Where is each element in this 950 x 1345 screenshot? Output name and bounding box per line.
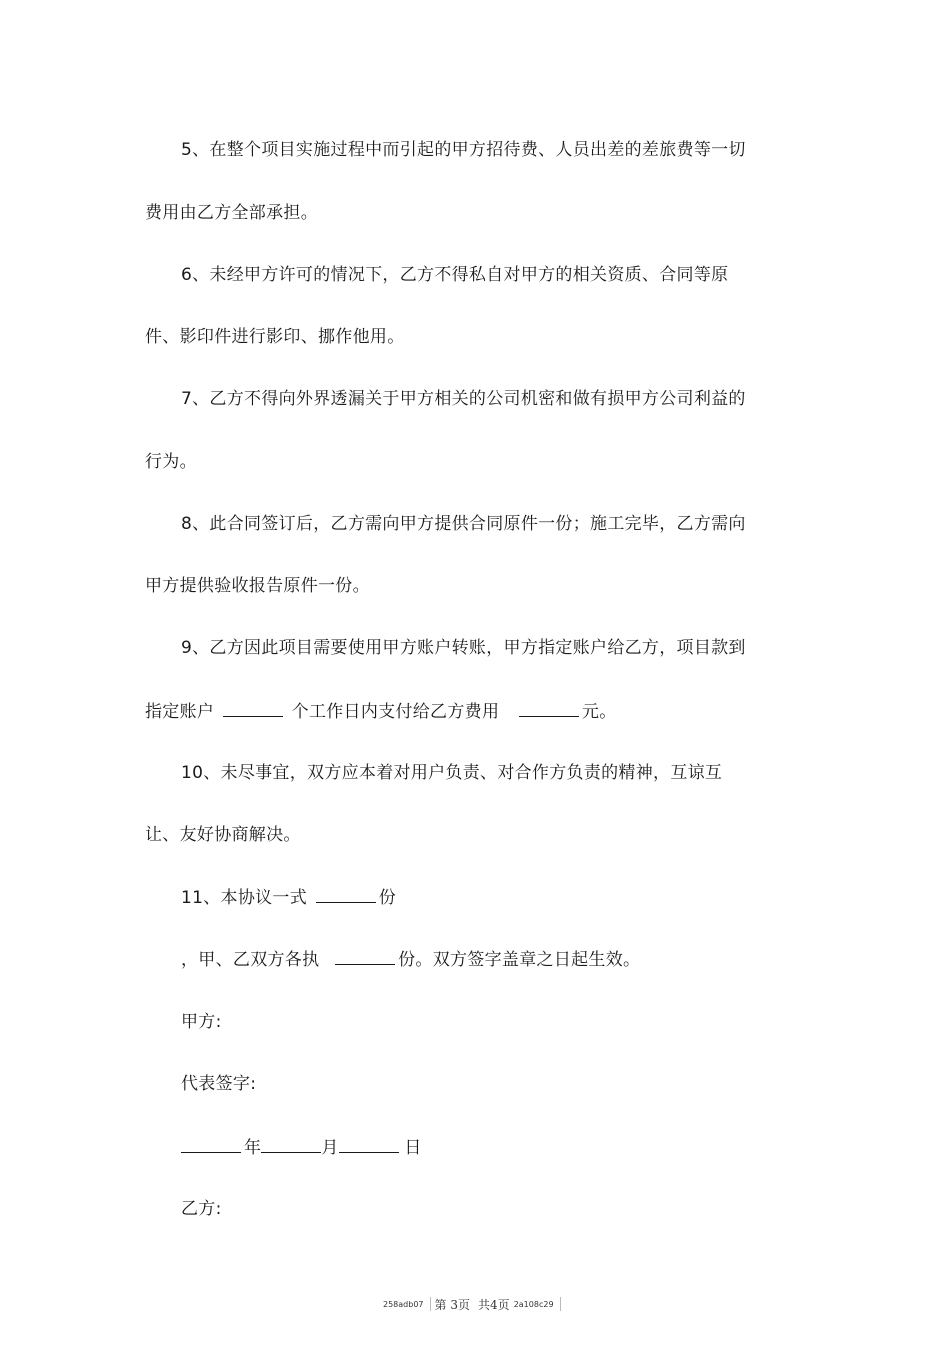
- day-label: 日: [404, 1138, 422, 1158]
- clause-11-text-a: 11、本协议一式: [181, 888, 308, 908]
- clause-10-line-1: 10、未尽事宜，双方应本着对用户负责、对合作方负责的精神，互谅互: [181, 763, 723, 783]
- footer-code-right: 2a108c29: [513, 1299, 554, 1309]
- rep-sign-label: 代表签字:: [181, 1074, 257, 1094]
- day-blank-field[interactable]: [339, 1136, 399, 1153]
- clause-6-line-1: 6、未经甲方许可的情况下，乙方不得私自对甲方的相关资质、合同等原: [181, 265, 729, 285]
- clause-9-line-1: 9、乙方因此项目需要使用甲方账户转账，甲方指定账户给乙方，项目款到: [181, 638, 746, 658]
- month-label: 月: [321, 1138, 339, 1158]
- clause-5-line-2: 费用由乙方全部承担。: [145, 203, 318, 223]
- clause-5-line-1: 5、在整个项目实施过程中而引起的甲方招待费、人员出差的差旅费等一切: [181, 140, 746, 160]
- date-line: [181, 1136, 422, 1159]
- year-blank-field[interactable]: [181, 1136, 241, 1153]
- party-a-label: 甲方:: [181, 1012, 222, 1032]
- amount-blank-field[interactable]: [519, 700, 579, 717]
- page-footer: [383, 1296, 561, 1312]
- year-label: 年: [244, 1138, 262, 1158]
- clause-11-text-c: ，甲、乙双方各执: [181, 950, 320, 970]
- clause-7-line-1: 7、乙方不得向外界透漏关于甲方相关的公司机密和做有损甲方公司利益的: [181, 389, 746, 409]
- clause-11-text-b: 份: [378, 888, 397, 908]
- page-indicator: 第 3页: [434, 1297, 471, 1312]
- clause-9-line-2: [145, 700, 617, 723]
- days-blank-field[interactable]: [223, 700, 283, 717]
- month-blank-field[interactable]: [261, 1136, 321, 1153]
- clause-8-line-1: 8、此合同签订后，乙方需向甲方提供合同原件一份；施工完毕，乙方需向: [181, 514, 746, 534]
- clause-6-line-2: 件、影印件进行影印、挪作他用。: [145, 327, 405, 347]
- footer-code-left: 258adb07: [383, 1299, 424, 1309]
- clause-8-line-2: 甲方提供验收报告原件一份。: [145, 576, 370, 596]
- clause-11-text-d: 份。双方签字盖章之日起生效。: [398, 950, 641, 970]
- copies-total-blank-field[interactable]: [316, 886, 376, 903]
- clause-9-text-a: 指定账户: [145, 702, 215, 722]
- copies-each-blank-field[interactable]: [335, 948, 395, 965]
- clause-11-line-1: [181, 886, 396, 909]
- clause-11-line-2: [181, 948, 640, 971]
- clause-10-line-2: 让、友好协商解决。: [145, 825, 301, 845]
- clause-9-text-c: 元。: [581, 702, 617, 722]
- clause-9-text-b: 个工作日内支付给乙方费用: [291, 702, 500, 722]
- footer-divider-right: [560, 1297, 561, 1311]
- total-pages-indicator: 共4页: [478, 1297, 510, 1312]
- footer-divider-left: [430, 1297, 431, 1311]
- clause-7-line-2: 行为。: [145, 452, 197, 472]
- party-b-label: 乙方:: [181, 1199, 222, 1219]
